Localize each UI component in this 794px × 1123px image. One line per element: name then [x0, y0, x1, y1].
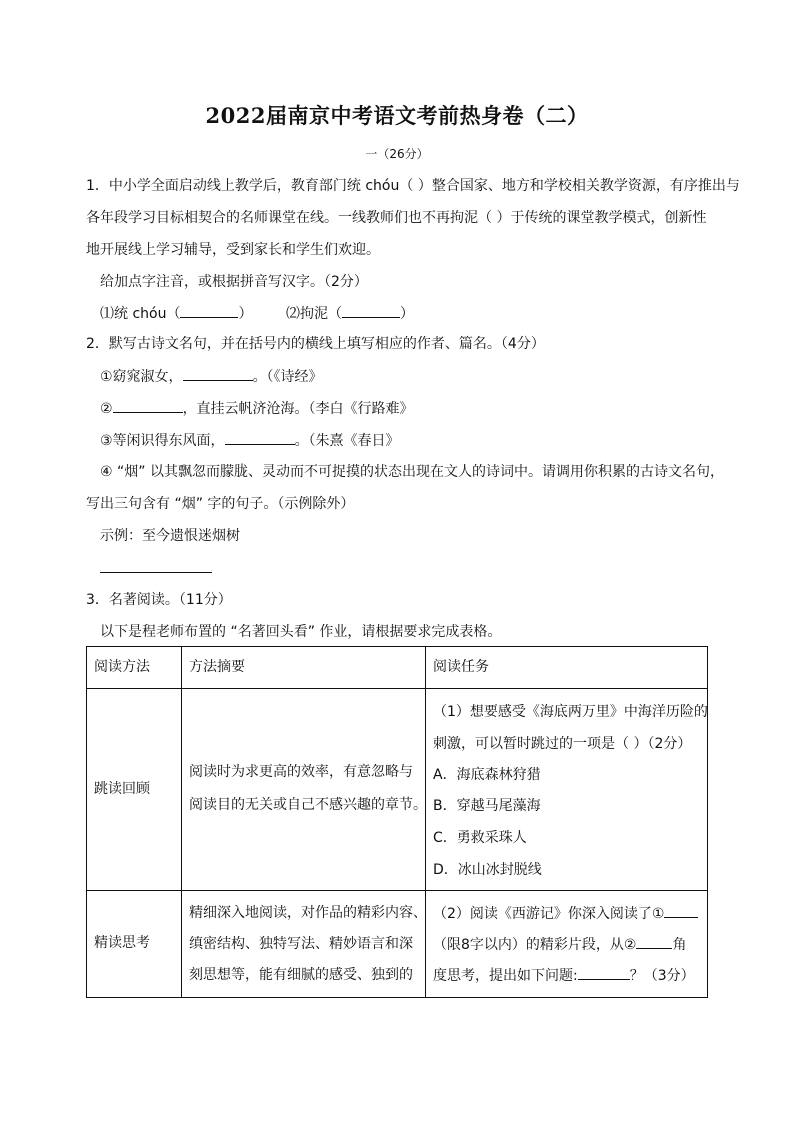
q3-header: 3．名著阅读。（11分） [86, 592, 232, 608]
row2-task-text: （限8字以内）的精彩片段，从② [433, 937, 637, 953]
row2-summary-line: 缜密结构、独特写法、精妙语言和深 [189, 936, 413, 952]
row2-task-line-2 [433, 934, 686, 955]
q2-item-1-text: ①窈窕淑女， [100, 369, 183, 385]
q1-item-2-label: ⑵拘泥（ [286, 306, 342, 322]
section-heading: 一（26分） [365, 147, 429, 161]
q2-item-2-text: ② [100, 401, 113, 417]
q1-line-3: 地开展线上学习辅导，受到家长和学生们欢迎。 [86, 242, 380, 258]
row2-task-text: （2）阅读《西游记》你深入阅读了① [433, 906, 665, 922]
row1-method: 跳读回顾 [94, 781, 150, 797]
table-divider [87, 688, 707, 689]
exam-title: 2022届南京中考语文考前热身卷（二） [205, 103, 589, 128]
q1-item-1-blank[interactable] [180, 303, 238, 318]
q2-item-3 [100, 430, 400, 451]
row1-task-line: 刺激，可以暂时跳过的一项是（ ）（2分） [433, 736, 692, 752]
row1-summary-line: 阅读目的无关或自己不感兴趣的章节。 [189, 797, 427, 813]
q2-item-3-blank[interactable] [225, 430, 295, 445]
row2-blank-1[interactable] [664, 903, 698, 918]
q1-item-1 [100, 303, 252, 324]
table-header-method: 阅读方法 [94, 659, 150, 675]
q2-answer-blank[interactable] [100, 556, 212, 573]
row2-task-text: ？（3分） [629, 968, 695, 984]
table-header-task: 阅读任务 [433, 659, 489, 675]
table-divider [87, 890, 707, 891]
row2-task-line-3 [433, 965, 695, 986]
q2-item-4-line-2: 写出三句含有 “烟” 字的句子。（示例除外） [86, 496, 355, 512]
q2-item-2 [100, 398, 414, 419]
q1-line-2: 各年段学习目标相契合的名师课堂在线。一线教师们也不再拘泥（ ）于传统的课堂教学模式，创新性 [86, 210, 707, 226]
q1-item-1-close: ） [238, 306, 253, 322]
q1-item-1-label: ⑴统 chóu（ [100, 306, 181, 322]
q2-item-1-source: 。（《诗经》 [252, 369, 323, 385]
q2-example: 示例：至今遗恨迷烟树 [100, 528, 240, 544]
q2-item-1-blank[interactable] [183, 366, 253, 381]
reading-task-table [86, 646, 708, 998]
row1-option-d[interactable]: D．冰山冰封脱线 [433, 862, 542, 878]
q1-item-2 [286, 303, 414, 324]
q2-item-2-source: ，直挂云帆济沧海。（李白《行路难》 [182, 401, 414, 417]
table-divider [425, 647, 426, 997]
row2-task-text: 度思考，提出如下问题: [433, 968, 578, 984]
row2-task-line-1 [433, 903, 698, 924]
q2-item-3-source: 。（朱熹《春日》 [294, 433, 400, 449]
q1-item-2-close: ） [400, 306, 414, 322]
row2-summary-line: 精细深入地阅读，对作品的精彩内容、 [189, 905, 427, 921]
row2-blank-3[interactable] [578, 965, 630, 980]
row1-option-b[interactable]: B．穿越马尾藻海 [433, 798, 541, 814]
q2-item-4-line-1: ④ “烟” 以其飘忽而朦胧、灵动而不可捉摸的状态出现在文人的诗词中。请调用你积累的古诗文名句， [100, 464, 724, 480]
q1-instruction: 给加点字注音，或根据拼音写汉字。（2分） [100, 274, 368, 290]
row2-summary-line: 刻思想等，能有细腻的感受、独到的 [189, 967, 413, 983]
q1-line-1: 1．中小学全面启动线上教学后，教育部门统 chóu（ ）整合国家、地方和学校相关教学资源，有序推出与 [86, 178, 740, 194]
row2-task-text: 角 [672, 937, 687, 953]
row1-option-a[interactable]: A．海底森林狩猎 [433, 767, 541, 783]
q2-item-3-text: ③等闲识得东风面， [100, 433, 225, 449]
q3-intro: 以下是程老师布置的 “名著回头看” 作业，请根据要求完成表格。 [100, 624, 502, 640]
row2-method: 精读思考 [94, 935, 150, 951]
q2-item-2-blank[interactable] [113, 398, 183, 413]
row2-blank-2[interactable] [636, 934, 672, 949]
table-divider [181, 647, 182, 997]
row1-summary-line: 阅读时为求更高的效率，有意忽略与 [189, 764, 413, 780]
row1-task-line: （1）想要感受《海底两万里》中海洋历险的 [433, 704, 708, 720]
q1-item-2-blank[interactable] [342, 303, 400, 318]
row1-option-c[interactable]: C．勇救采珠人 [433, 830, 527, 846]
table-header-summary: 方法摘要 [189, 659, 245, 675]
q2-header: 2．默写古诗文名句，并在括号内的横线上填写相应的作者、篇名。（4分） [86, 336, 545, 352]
q2-item-1 [100, 366, 323, 387]
